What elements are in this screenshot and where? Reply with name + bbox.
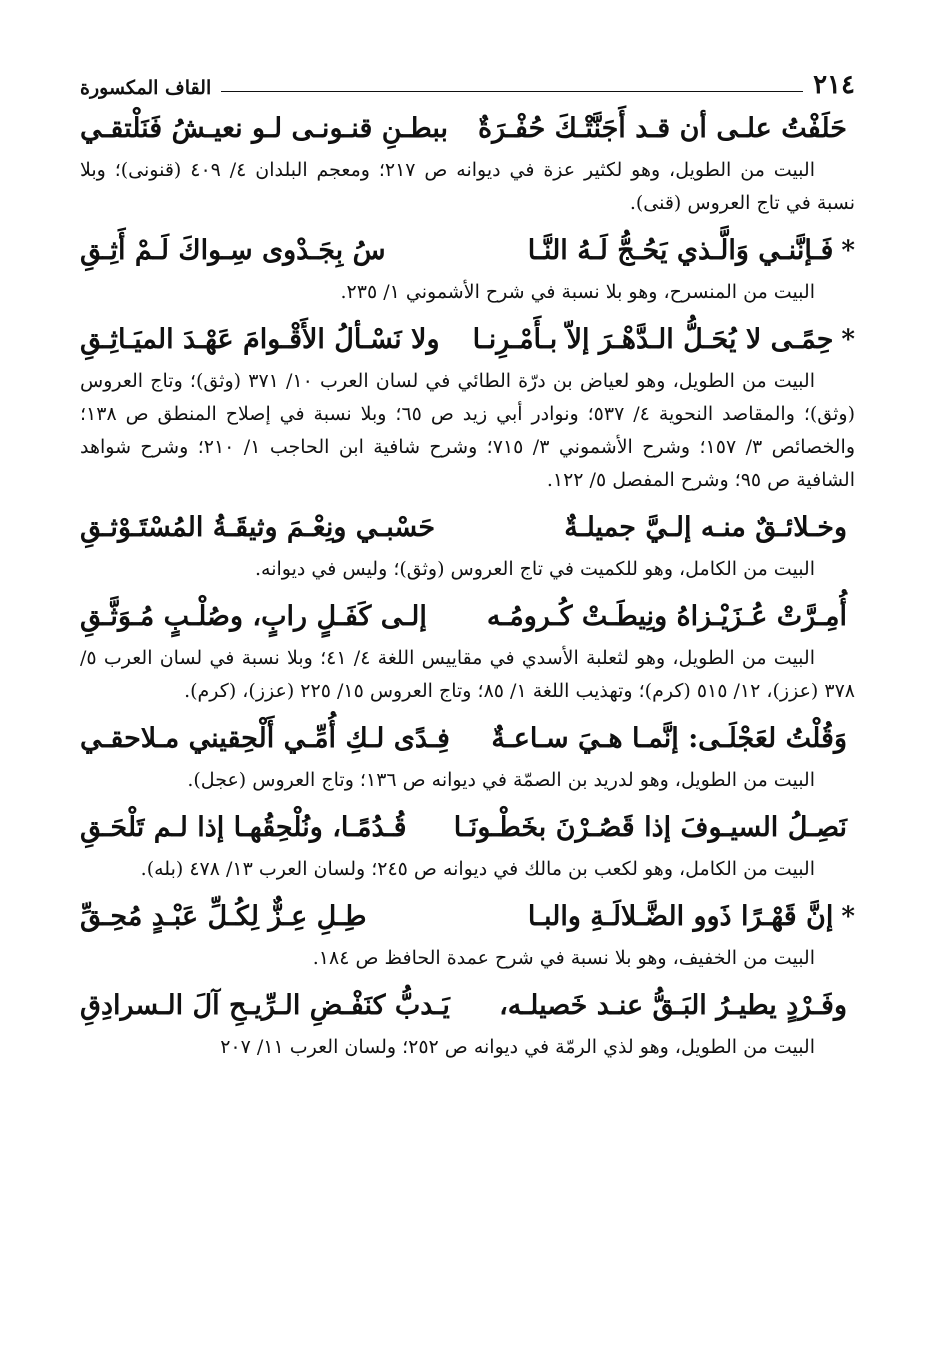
first-hemistich [491, 716, 855, 762]
verse-entry [80, 594, 855, 708]
star-marker: * [841, 325, 855, 355]
first-hemistich [528, 228, 855, 274]
second-hemistich: إلـى كَفَـلٍ رابٍ، وصُلْـبٍ مُـوَثَّـقِ [80, 601, 427, 632]
citation-note: البيت من الكامل، وهو لكعب بن مالك في ديوانه ص ٢٤٥؛ ولسان العرب ١٣/ ٤٧٨ (بله). [140, 858, 815, 880]
first-hemistich [499, 983, 855, 1029]
verse-line [80, 317, 855, 363]
first-hemistich-text: إنَّ قَهْـرًا ذَوو الضَّـلالَـةِ والبـا [527, 901, 834, 932]
verse-line [80, 894, 855, 940]
second-hemistich: حَسْبـي ونِعْـمَ وثيقَـةُ المُسْتَـوْثـقِ [80, 512, 436, 543]
first-hemistich [528, 894, 855, 940]
verse-entry [80, 894, 855, 975]
citation-note: البيت من الكامل، وهو للكميت في تاج العروس (وثق)؛ وليس في ديوانه. [255, 558, 815, 580]
first-hemistich [473, 317, 855, 363]
citation-note: البيت من الطويل، وهو لكثير عزة في ديوانه ص ٢١٧؛ ومعجم البلدان ٤/ ٤٠٩ (قنونى)؛ وبلا نسبة في تاج العروس (قنى). [80, 159, 855, 214]
first-hemistich [478, 106, 855, 152]
first-hemistich [564, 505, 855, 551]
first-hemistich [454, 805, 855, 851]
verse-entry [80, 106, 855, 220]
verse-entry [80, 228, 855, 309]
first-hemistich-text: وَقُلْتُ لعَجْلَـى: إنَّمـا هـيَ سـاعـةٌ [491, 723, 847, 754]
verse-line [80, 983, 855, 1029]
citation-note: البيت من المنسرح، وهو بلا نسبة في شرح الأشموني ١/ ٢٣٥. [340, 281, 815, 303]
verse-line [80, 594, 855, 640]
first-hemistich-text: فَـإنَّنـي وَالَّـذي يَحُـجُّ لَـهُ النَّـا [527, 235, 834, 266]
verse-line [80, 505, 855, 551]
second-hemistich: فِـدًى لـكِ أُمِّـي أَلْحِقيني مـلاحقـي [80, 723, 450, 754]
second-hemistich: طِـلِ عِـزٌّ لِكُـلِّ عَبْـدٍ مُحِـقِّ [80, 901, 367, 932]
citation-note: البيت من الطويل، وهو لذي الرمّة في ديوانه ص ٢٥٢؛ ولسان العرب ١١/ ٢٠٧ [220, 1036, 815, 1058]
second-hemistich: يَـدبُّ كنَفْـضِ الـرِّيـحِ آلَ الـسرادِقِ [80, 990, 450, 1021]
chapter-title: القاف المكسورة [80, 77, 212, 99]
second-hemistich: ببطـنِ قنـونـى لـو نعيـشُ فَنَلْتقـي [80, 113, 449, 144]
header-rule [221, 91, 803, 92]
citation-note: البيت من الطويل، وهو لدريد بن الصمّة في ديوانه ص ١٣٦؛ وتاج العروس (عجل). [187, 769, 815, 791]
first-hemistich-text: حَلَفْتُ علـى أن قـد أَجَنَّتْـكَ حُفْـرَةٌ [477, 113, 847, 144]
citation-note: البيت من الطويل، وهو لعياض بن درّة الطائي في لسان العرب ١٠/ ٣٧١ (وثق)؛ وتاج العروس (وثق)؛ والمقاصد النحوية ٤/ ٥٣٧؛ ونوادر أبي زيد ص ٦٥؛ وبلا نسبة في إصلاح المنطق ص ١٣٨؛ والخصائص ٣/ ١٥٧؛ وشرح الأشموني ٣/ ٧١٥؛ وشرح شافية ابن الحاجب ١/ ٢١٠؛ وشرح شواهد الشافية ص ٩٥؛ وشرح المفصل ٥/ ١٢٢. [80, 370, 855, 491]
second-hemistich: ولا نَسْـألُ الأَقْـوامَ عَهْـدَ الميَـاثِـقِ [80, 324, 440, 355]
verse-entry [80, 983, 855, 1064]
first-hemistich-text: وفَـرْدٍ يطيـرُ البَـقُّ عنـد خَصيلـه، [499, 990, 847, 1021]
star-marker: * [841, 236, 855, 266]
verse-line [80, 106, 855, 152]
star-marker: * [841, 902, 855, 932]
verse-line [80, 805, 855, 851]
verse-line [80, 716, 855, 762]
page-number: ٢١٤ [813, 70, 855, 100]
second-hemistich: قُـدُمًـا، ونُلْحِقُهـا إذا لـم تَلْحَـقِ [80, 812, 407, 843]
first-hemistich-text: أُمِـرَّتْ عُـزَيْـزاهُ ونِيطَـتْ كُـرومُـه [486, 601, 847, 632]
verse-line [80, 228, 855, 274]
citation-note: البيت من الخفيف، وهو بلا نسبة في شرح عمدة الحافظ ص ١٨٤. [312, 947, 815, 969]
verse-entry [80, 317, 855, 497]
first-hemistich-text: حِمًـى لا يُحَـلُّ الـدَّهْـرَ إلاّ بـأَمْـرِنـا [472, 324, 834, 355]
first-hemistich [487, 594, 855, 640]
first-hemistich-text: نَصِـلُ السيـوفَ إذا قَصُـرْنَ بخَطْـونَـا [453, 812, 847, 843]
page-header [80, 62, 855, 98]
second-hemistich: سُ بِجَـدْوى سِـواكَ لَـمْ أَثِـقِ [80, 235, 386, 266]
verse-entry [80, 805, 855, 886]
verse-entry [80, 716, 855, 797]
verse-entry [80, 505, 855, 586]
first-hemistich-text: وخـلائـقٌ منـه إلـيَّ جميلـةٌ [564, 512, 847, 543]
citation-note: البيت من الطويل، وهو لثعلبة الأسدي في مقاييس اللغة ٤/ ٤١؛ وبلا نسبة في لسان العرب ٥/ ٣٧٨ (عزز)، ١٢/ ٥١٥ (كرم)؛ وتهذيب اللغة ١/ ٨٥؛ وتاج العروس ١٥/ ٢٢٥ (عزز)، (كرم). [80, 647, 855, 702]
